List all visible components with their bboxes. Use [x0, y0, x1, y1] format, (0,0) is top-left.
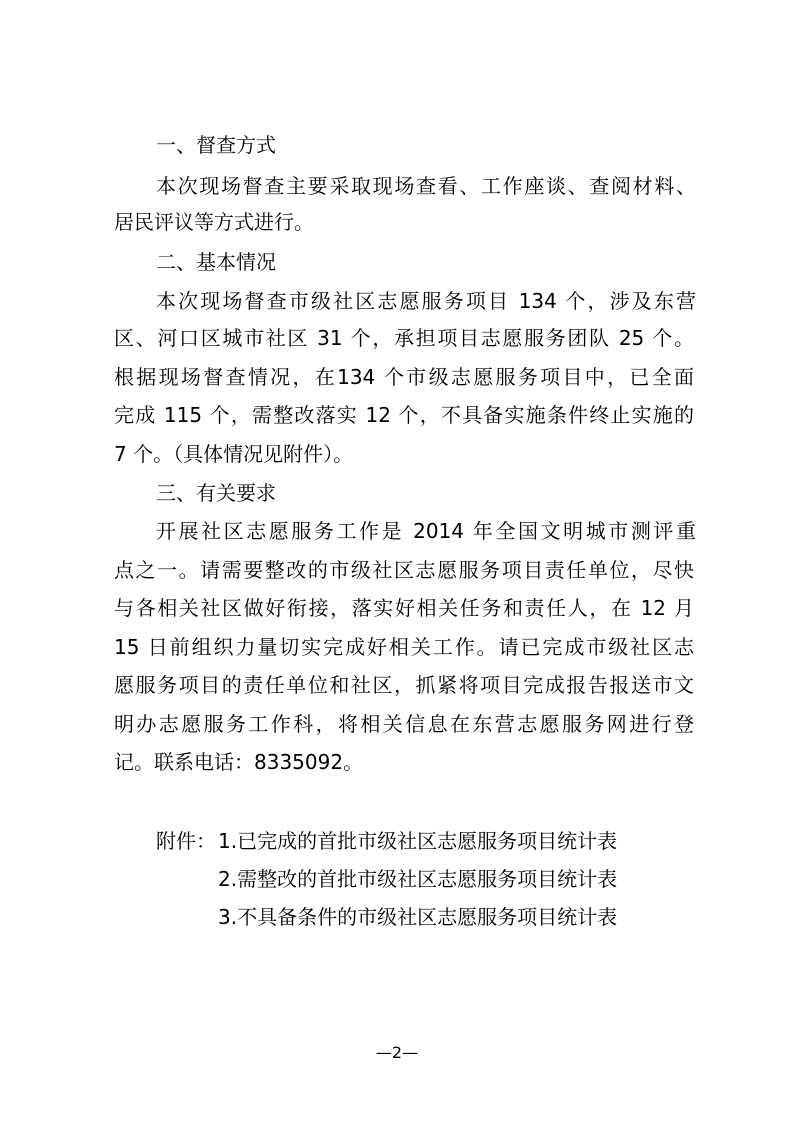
attachments-label: 附件：	[156, 829, 216, 853]
paragraph-line: 区、河口区城市社区 31 个，承担项目志愿服务团队 25 个。	[114, 326, 694, 350]
paragraph-line: 居民评议等方式进行。	[114, 210, 314, 234]
attachment-item: 1.已完成的首批市级社区志愿服务项目统计表	[218, 829, 618, 853]
paragraph-line: 根据现场督查情况，在134 个市级志愿服务项目中，已全面	[114, 365, 694, 389]
paragraph-line: 7 个。（具体情况见附件）。	[114, 442, 354, 466]
paragraph-line: 点之一。请需要整改的市级社区志愿服务项目责任单位，尽快	[114, 558, 694, 582]
paragraph-line: 本次现场督查市级社区志愿服务项目 134 个，涉及东营	[156, 289, 696, 313]
paragraph-line: 本次现场督查主要采取现场查看、工作座谈、查阅材料、	[156, 174, 696, 198]
paragraph-line: 记。联系电话：8335092。	[114, 750, 364, 774]
attachment-item: 3.不具备条件的市级社区志愿服务项目统计表	[218, 905, 618, 929]
paragraph-line: 愿服务项目的责任单位和社区，抓紧将项目完成报告报送市文	[114, 673, 694, 697]
attachment-item: 2.需整改的首批市级社区志愿服务项目统计表	[218, 867, 618, 891]
section-heading-basics: 二、基本情况	[156, 250, 276, 274]
paragraph-line: 完成 115 个，需整改落实 12 个，不具备实施条件终止实施的	[114, 403, 694, 427]
section-heading-methods: 一、督查方式	[156, 133, 276, 157]
paragraph-line: 开展社区志愿服务工作是 2014 年全国文明城市测评重	[156, 519, 696, 543]
paragraph-line: 15 日前组织力量切实完成好相关工作。请已完成市级社区志	[114, 635, 694, 659]
section-heading-requirements: 三、有关要求	[156, 481, 276, 505]
paragraph-line: 明办志愿服务工作科，将相关信息在东营志愿服务网进行登	[114, 712, 694, 736]
paragraph-line: 与各相关社区做好衔接，落实好相关任务和责任人，在 12 月	[114, 596, 694, 620]
page-number: —2—	[375, 1043, 419, 1062]
